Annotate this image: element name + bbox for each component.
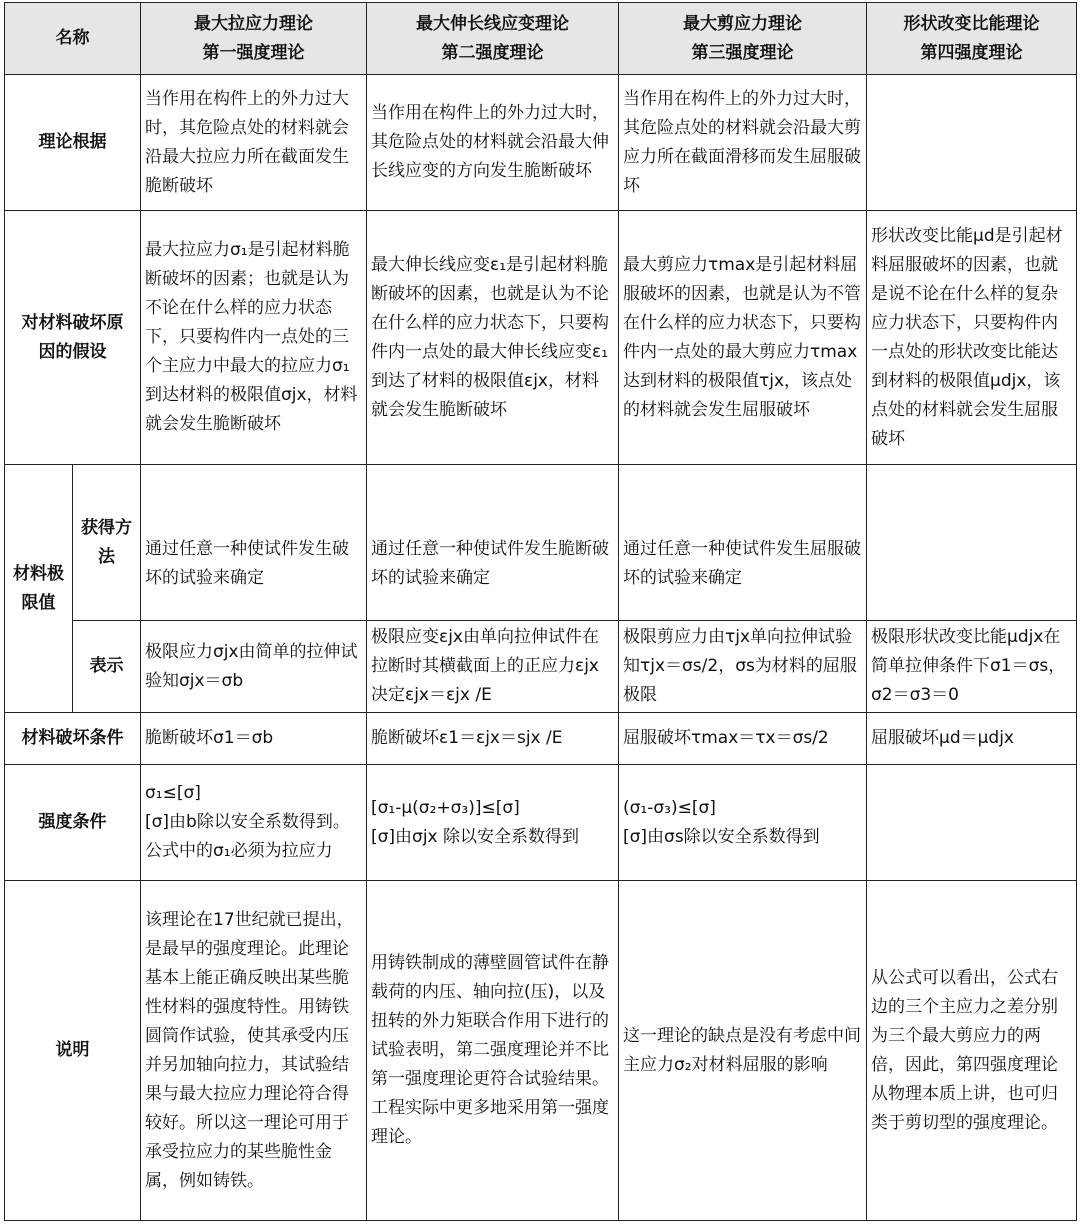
strength-row <box>5 765 1077 881</box>
limit-method-cell-2: 通过任意一种使试件发生脆断破坏的试验来确定 <box>367 465 619 621</box>
header-row <box>5 3 1077 75</box>
notes-cell-1: 该理论在17世纪就已提出，是最早的强度理论。此理论基本上能正确反映出某些脆性材料的强度特性。用铸铁圆筒作试验，使其承受内压并另加轴向拉力，其试验结果与最大拉应力理论符合得较好。所以这一理论可用于承受拉应力的某些脆性金属，例如铸铁。 <box>141 881 367 1221</box>
header-theory-2: 最大伸长线应变理论 第二强度理论 <box>367 3 619 75</box>
hypothesis-cell-4: 形状改变比能μd是引起材料屈服破坏的因素，也就是说不论在什么样的复杂应力状态下，只要构件内一点处的形状改变比能达到材料的极限值μdjx，该点处的材料就会发生屈服破坏 <box>867 211 1077 465</box>
failure-cell-1: 脆断破坏σ1＝σb <box>141 713 367 765</box>
header-theory-3: 最大剪应力理论 第三强度理论 <box>619 3 867 75</box>
header-name: 名称 <box>5 3 141 75</box>
notes-cell-2: 用铸铁制成的薄壁圆管试件在静载荷的内压、轴向拉(压)，以及扭转的外力矩联合作用下进行的试验表明，第二强度理论并不比第一强度理论更符合试验结果。工程实际中更多地采用第一强度理论。 <box>367 881 619 1221</box>
strength-label: 强度条件 <box>5 765 141 881</box>
hypothesis-cell-2: 最大伸长线应变ε₁是引起材料脆断破坏的因素，也就是认为不论在什么样的应力状态下，只要构件内一点处的最大伸长线应变ε₁到达了材料的极限值εjx，材料就会发生脆断破坏 <box>367 211 619 465</box>
limit-repr-cell-1: 极限应力σjx由简单的拉伸试验知σjx＝σb <box>141 621 367 713</box>
strength-cell-1: σ₁≤[σ] [σ]由b除以安全系数得到。公式中的σ₁必须为拉应力 <box>141 765 367 881</box>
notes-row <box>5 881 1077 1221</box>
failure-row <box>5 713 1077 765</box>
basis-cell-2: 当作用在构件上的外力过大时，其危险点处的材料就会沿最大伸长线应变的方向发生脆断破坏 <box>367 75 619 211</box>
basis-cell-3: 当作用在构件上的外力过大时，其危险点处的材料就会沿最大剪应力所在截面滑移而发生屈服破坏 <box>619 75 867 211</box>
hypothesis-cell-3: 最大剪应力τmax是引起材料屈服破坏的因素，也就是认为不管在什么样的应力状态下，只要构件内一点处的最大剪应力τmax达到材料的极限值τjx，该点处的材料就会发生屈服破坏 <box>619 211 867 465</box>
basis-cell-4 <box>867 75 1077 211</box>
strength-cell-4 <box>867 765 1077 881</box>
header-theory-1: 最大拉应力理论 第一强度理论 <box>141 3 367 75</box>
basis-row <box>5 75 1077 211</box>
limit-repr-cell-3: 极限剪应力由τjx单向拉伸试验知τjx＝σs/2，σs为材料的屈服极限 <box>619 621 867 713</box>
limit-repr-label: 表示 <box>73 621 141 713</box>
limit-method-label: 获得方 法 <box>73 465 141 621</box>
limit-repr-cell-4: 极限形状改变比能μdjx在简单拉伸条件下σ1＝σs，σ2＝σ3＝0 <box>867 621 1077 713</box>
notes-label: 说明 <box>5 881 141 1221</box>
strength-theory-table <box>4 2 1077 1221</box>
limit-method-row <box>5 465 1077 621</box>
failure-label: 材料破坏条件 <box>5 713 141 765</box>
hypothesis-cell-1: 最大拉应力σ₁是引起材料脆断破坏的因素；也就是认为不论在什么样的应力状态下，只要构件内一点处的三个主应力中最大的拉应力σ₁到达材料的极限值σjx，材料就会发生脆断破坏 <box>141 211 367 465</box>
limit-method-cell-3: 通过任意一种使试件发生屈服破坏的试验来确定 <box>619 465 867 621</box>
limit-method-cell-4 <box>867 465 1077 621</box>
header-theory-4: 形状改变比能理论 第四强度理论 <box>867 3 1077 75</box>
notes-cell-4: 从公式可以看出，公式右边的三个主应力之差分别为三个最大剪应力的两倍，因此，第四强度理论从物理本质上讲，也可归类于剪切型的强度理论。 <box>867 881 1077 1221</box>
strength-cell-2: [σ₁-μ(σ₂+σ₃)]≤[σ] [σ]由σjx 除以安全系数得到 <box>367 765 619 881</box>
failure-cell-2: 脆断破坏ε1＝εjx＝sjx /E <box>367 713 619 765</box>
basis-label: 理论根据 <box>5 75 141 211</box>
hypothesis-row <box>5 211 1077 465</box>
failure-cell-4: 屈服破坏μd＝μdjx <box>867 713 1077 765</box>
limit-repr-cell-2: 极限应变εjx由单向拉伸试件在拉断时其横截面上的正应力εjx决定εjx＝εjx /E <box>367 621 619 713</box>
basis-cell-1: 当作用在构件上的外力过大时，其危险点处的材料就会沿最大拉应力所在截面发生脆断破坏 <box>141 75 367 211</box>
hypothesis-label: 对材料破坏原 因的假设 <box>5 211 141 465</box>
strength-cell-3: (σ₁-σ₃)≤[σ] [σ]由σs除以安全系数得到 <box>619 765 867 881</box>
failure-cell-3: 屈服破坏τmax＝τx＝σs/2 <box>619 713 867 765</box>
notes-cell-3: 这一理论的缺点是没有考虑中间主应力σ₂对材料屈服的影响 <box>619 881 867 1221</box>
limit-label: 材料极 限值 <box>5 465 73 713</box>
limit-repr-row <box>5 621 1077 713</box>
limit-method-cell-1: 通过任意一种使试件发生破坏的试验来确定 <box>141 465 367 621</box>
